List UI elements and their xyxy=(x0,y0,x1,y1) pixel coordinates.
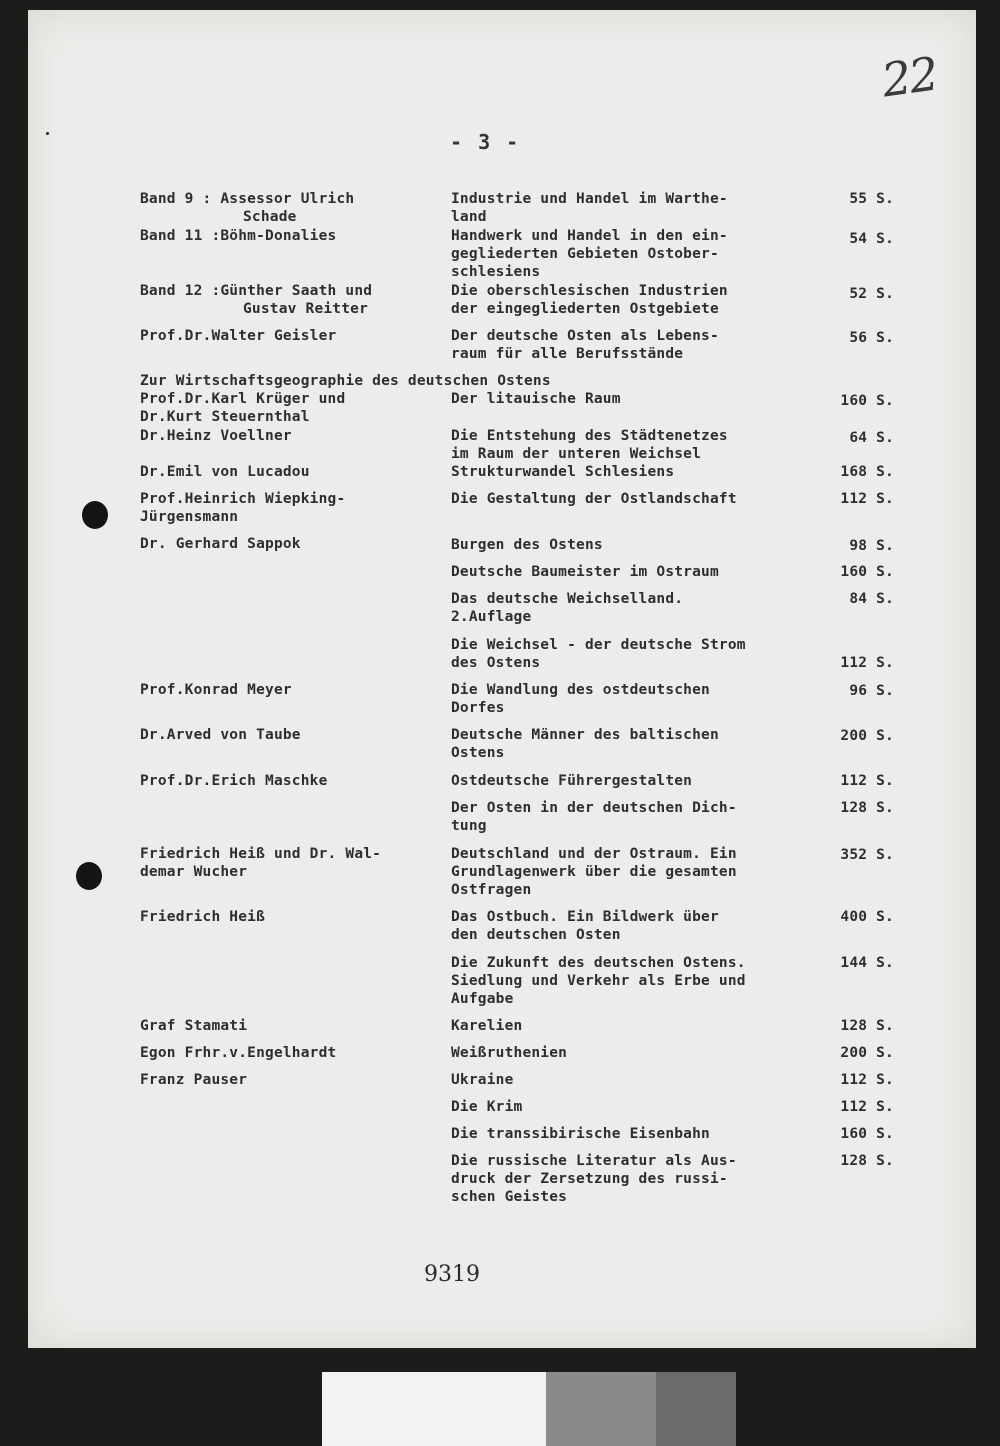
title-line: druck der Zersetzung des russi- xyxy=(451,1171,728,1187)
page-count: 352 S. xyxy=(840,847,894,863)
page-count: 112 S. xyxy=(840,1099,894,1115)
title-line: Das deutsche Weichselland. xyxy=(451,591,684,607)
author-line: Jürgensmann xyxy=(140,509,239,525)
title-line: Siedlung und Verkehr als Erbe und xyxy=(451,973,746,989)
author-line: Dr. Gerhard Sappok xyxy=(140,536,301,552)
title-line: Burgen des Ostens xyxy=(451,537,603,553)
author-line: Band 12 :Günther Saath und xyxy=(140,283,373,299)
handwritten-folio-number: 22 xyxy=(878,46,941,108)
page-count: 112 S. xyxy=(840,655,894,671)
title-line: Das Ostbuch. Ein Bildwerk über xyxy=(451,909,719,925)
punch-hole-top xyxy=(82,501,108,529)
author-line: Egon Frhr.v.Engelhardt xyxy=(140,1045,337,1061)
title-line: Karelien xyxy=(451,1018,523,1034)
title-line: land xyxy=(451,209,487,225)
page-count: 96 S. xyxy=(849,683,894,699)
ink-mark xyxy=(46,132,49,135)
page-count: 144 S. xyxy=(840,955,894,971)
page-count: 55 S. xyxy=(849,191,894,207)
page-count: 168 S. xyxy=(840,464,894,480)
author-line: Prof.Dr.Karl Krüger und xyxy=(140,391,346,407)
page-count: 112 S. xyxy=(840,491,894,507)
author-line: Band 11 :Böhm-Donalies xyxy=(140,228,337,244)
page-count: 112 S. xyxy=(840,773,894,789)
author-line: Prof.Dr.Erich Maschke xyxy=(140,773,328,789)
title-line: Deutschland und der Ostraum. Ein xyxy=(451,846,737,862)
color-scale-gray xyxy=(546,1372,656,1446)
page-number: - 3 - xyxy=(450,130,521,154)
page-count: 98 S. xyxy=(849,538,894,554)
page-count: 54 S. xyxy=(849,231,894,247)
title-line: schen Geistes xyxy=(451,1189,568,1205)
title-line: den deutschen Osten xyxy=(451,927,621,943)
title-line: Die Entstehung des Städtenetzes xyxy=(451,428,728,444)
author-line: Friedrich Heiß und Dr. Wal- xyxy=(140,846,382,862)
punch-hole-bottom xyxy=(76,862,102,890)
title-line: schlesiens xyxy=(451,264,541,280)
title-line: Der Osten in der deutschen Dich- xyxy=(451,800,737,816)
title-line: raum für alle Berufsstände xyxy=(451,346,684,362)
author-line: Prof.Dr.Walter Geisler xyxy=(140,328,337,344)
page-count: 200 S. xyxy=(840,728,894,744)
author-line: Schade xyxy=(243,209,297,225)
author-line: Gustav Reitter xyxy=(243,301,369,317)
title-line: Dorfes xyxy=(451,700,505,716)
title-line: tung xyxy=(451,818,487,834)
title-line: Die Zukunft des deutschen Ostens. xyxy=(451,955,746,971)
author-line: Graf Stamati xyxy=(140,1018,248,1034)
page-count: 128 S. xyxy=(840,1153,894,1169)
title-line: Industrie und Handel im Warthe- xyxy=(451,191,728,207)
archive-stamp-number: 9319 xyxy=(424,1262,480,1287)
title-line: Handwerk und Handel in den ein- xyxy=(451,228,728,244)
color-scale-dark-gray xyxy=(656,1372,736,1446)
title-line: Die Krim xyxy=(451,1099,523,1115)
page-count: 112 S. xyxy=(840,1072,894,1088)
author-line: Dr.Kurt Steuernthal xyxy=(140,409,310,425)
page-count: 160 S. xyxy=(840,393,894,409)
title-line: Weißruthenien xyxy=(451,1045,568,1061)
author-line: demar Wucher xyxy=(140,864,248,880)
title-line: 2.Auflage xyxy=(451,609,532,625)
title-line: Ostdeutsche Führergestalten xyxy=(451,773,693,789)
color-scale-white xyxy=(322,1372,546,1446)
title-line: Der litauische Raum xyxy=(451,391,621,407)
page-count: 128 S. xyxy=(840,800,894,816)
title-line: Die oberschlesischen Industrien xyxy=(451,283,728,299)
page-count: 52 S. xyxy=(849,286,894,302)
title-line: Ostfragen xyxy=(451,882,532,898)
title-line: Die Weichsel - der deutsche Strom xyxy=(451,637,746,653)
author-line: Prof.Konrad Meyer xyxy=(140,682,292,698)
title-line: der eingegliederten Ostgebiete xyxy=(451,301,719,317)
title-line: Aufgabe xyxy=(451,991,514,1007)
page-count: 400 S. xyxy=(840,909,894,925)
page-count: 200 S. xyxy=(840,1045,894,1061)
title-line: Ukraine xyxy=(451,1072,514,1088)
title-line: Der deutsche Osten als Lebens- xyxy=(451,328,719,344)
page-count: 64 S. xyxy=(849,430,894,446)
title-line: Die Wandlung des ostdeutschen xyxy=(451,682,710,698)
page-count: 160 S. xyxy=(840,1126,894,1142)
author-line: Dr.Arved von Taube xyxy=(140,727,301,743)
title-line: Die transsibirische Eisenbahn xyxy=(451,1126,710,1142)
page-count: 56 S. xyxy=(849,330,894,346)
title-line: gegliederten Gebieten Ostober- xyxy=(451,246,719,262)
author-line: Friedrich Heiß xyxy=(140,909,266,925)
title-line: Deutsche Männer des baltischen xyxy=(451,727,719,743)
page-count: 128 S. xyxy=(840,1018,894,1034)
author-line: Prof.Heinrich Wiepking- xyxy=(140,491,346,507)
page-count: 160 S. xyxy=(840,564,894,580)
author-line: Dr.Emil von Lucadou xyxy=(140,464,310,480)
page-count: 84 S. xyxy=(849,591,894,607)
author-line: Zur Wirtschaftsgeographie des deutschen Ostens xyxy=(140,373,551,389)
author-line: Dr.Heinz Voellner xyxy=(140,428,292,444)
document-page xyxy=(28,10,976,1348)
title-line: Ostens xyxy=(451,745,505,761)
author-line: Franz Pauser xyxy=(140,1072,248,1088)
title-line: Grundlagenwerk über die gesamten xyxy=(451,864,737,880)
title-line: Deutsche Baumeister im Ostraum xyxy=(451,564,719,580)
title-line: des Ostens xyxy=(451,655,541,671)
title-line: im Raum der unteren Weichsel xyxy=(451,446,702,462)
title-line: Die russische Literatur als Aus- xyxy=(451,1153,737,1169)
author-line: Band 9 : Assessor Ulrich xyxy=(140,191,355,207)
title-line: Die Gestaltung der Ostlandschaft xyxy=(451,491,737,507)
title-line: Strukturwandel Schlesiens xyxy=(451,464,675,480)
